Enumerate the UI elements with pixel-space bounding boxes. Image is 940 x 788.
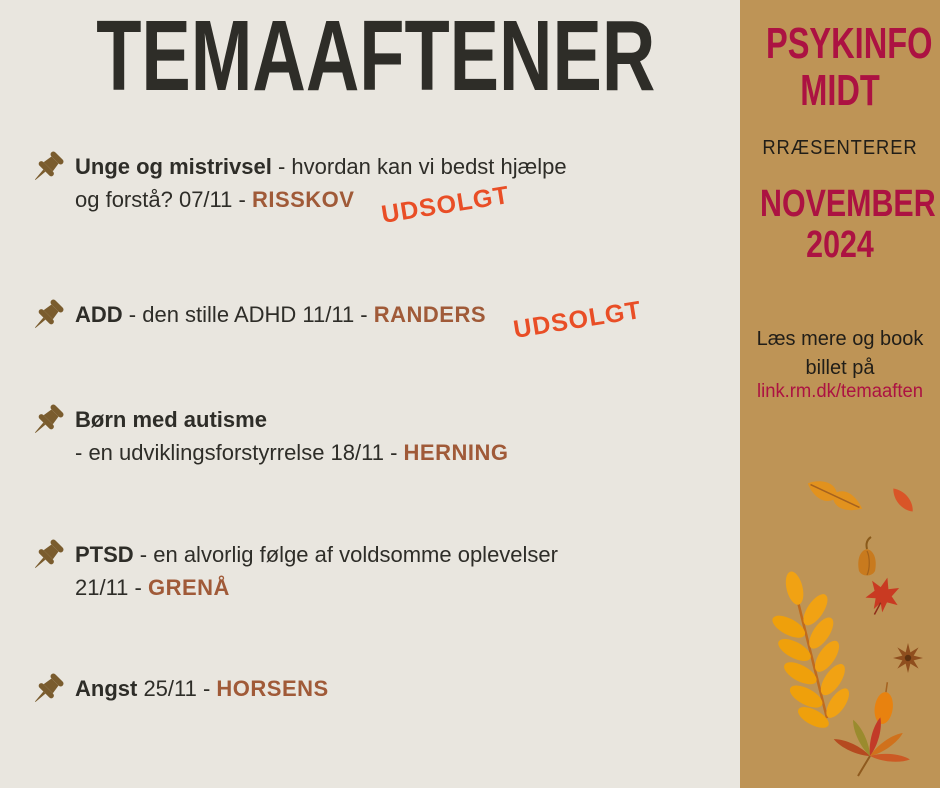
creeper-leaf-icon [832, 716, 910, 776]
event-text [75, 150, 695, 229]
event-title: Børn med autisme [75, 407, 267, 432]
booking-link[interactable]: link.rm.dk/temaaften [757, 381, 923, 402]
event-location: RANDERS [373, 302, 487, 327]
pushpin-icon [27, 401, 67, 441]
rowan-leaf-icon [758, 563, 863, 738]
event-line [75, 180, 695, 229]
star-anise-icon [893, 643, 923, 673]
event-text [75, 295, 695, 344]
event-location: GRENÅ [147, 575, 230, 600]
month-title [760, 183, 936, 266]
event-line [75, 295, 695, 344]
event-description: - en udviklingsforstyrrelse 18/11 - [75, 440, 404, 465]
event-description: - den stille ADHD 11/11 - [122, 302, 374, 327]
maple-leaf-icon [862, 573, 904, 619]
autumn-leaves-decoration [740, 448, 940, 788]
pushpin-icon [27, 670, 67, 710]
event-line [75, 150, 695, 183]
page-title: TEMAAFTENER [96, 0, 656, 112]
month-line-2: 2024 [806, 224, 874, 266]
event-description: - hvordan kan vi bedst hjælpe [271, 154, 567, 179]
event-text [75, 538, 695, 604]
pushpin-icon [27, 148, 67, 188]
sidebar [740, 0, 940, 788]
event-text [75, 672, 695, 705]
brand-line-1: PSYKINFO [766, 19, 933, 68]
event-title: ADD [75, 302, 123, 327]
month-line-1: NOVEMBER [760, 183, 936, 225]
event-line [75, 571, 695, 604]
oak-leaf-icon [804, 475, 866, 517]
pushpin-icon [27, 536, 67, 576]
booking-info-line-2: billet på [805, 357, 875, 379]
booking-info-line-1: Læs mere og book [756, 328, 924, 350]
event-text [75, 403, 695, 469]
presents-label: RRÆSENTERER [762, 137, 918, 159]
event-location: HORSENS [216, 676, 329, 701]
event-line [75, 672, 695, 705]
physalis-icon [858, 537, 875, 576]
brand-line-2: MIDT [800, 66, 880, 115]
soldout-badge: UDSOLGT [511, 295, 644, 344]
event-line [75, 436, 695, 469]
event-line [75, 538, 695, 571]
event-description: - en alvorlig følge af voldsomme oplevelser [133, 542, 558, 567]
event-description: og forstå? 07/11 - [75, 187, 252, 212]
event-description: 25/11 - [137, 676, 217, 701]
event-location: HERNING [403, 440, 509, 465]
small-leaf-icon [873, 681, 897, 725]
booking-info [740, 325, 940, 383]
event-location: RISSKOV [251, 187, 355, 212]
event-title: Angst [75, 676, 138, 701]
event-title: Unge og mistrivsel [75, 154, 272, 179]
event-description: 21/11 - [75, 575, 148, 600]
red-leaf-icon [889, 485, 917, 515]
brand-title [766, 19, 933, 115]
pushpin-icon [27, 296, 67, 336]
event-title: PTSD [75, 542, 134, 567]
soldout-badge: UDSOLGT [379, 180, 512, 229]
event-line [75, 403, 695, 436]
